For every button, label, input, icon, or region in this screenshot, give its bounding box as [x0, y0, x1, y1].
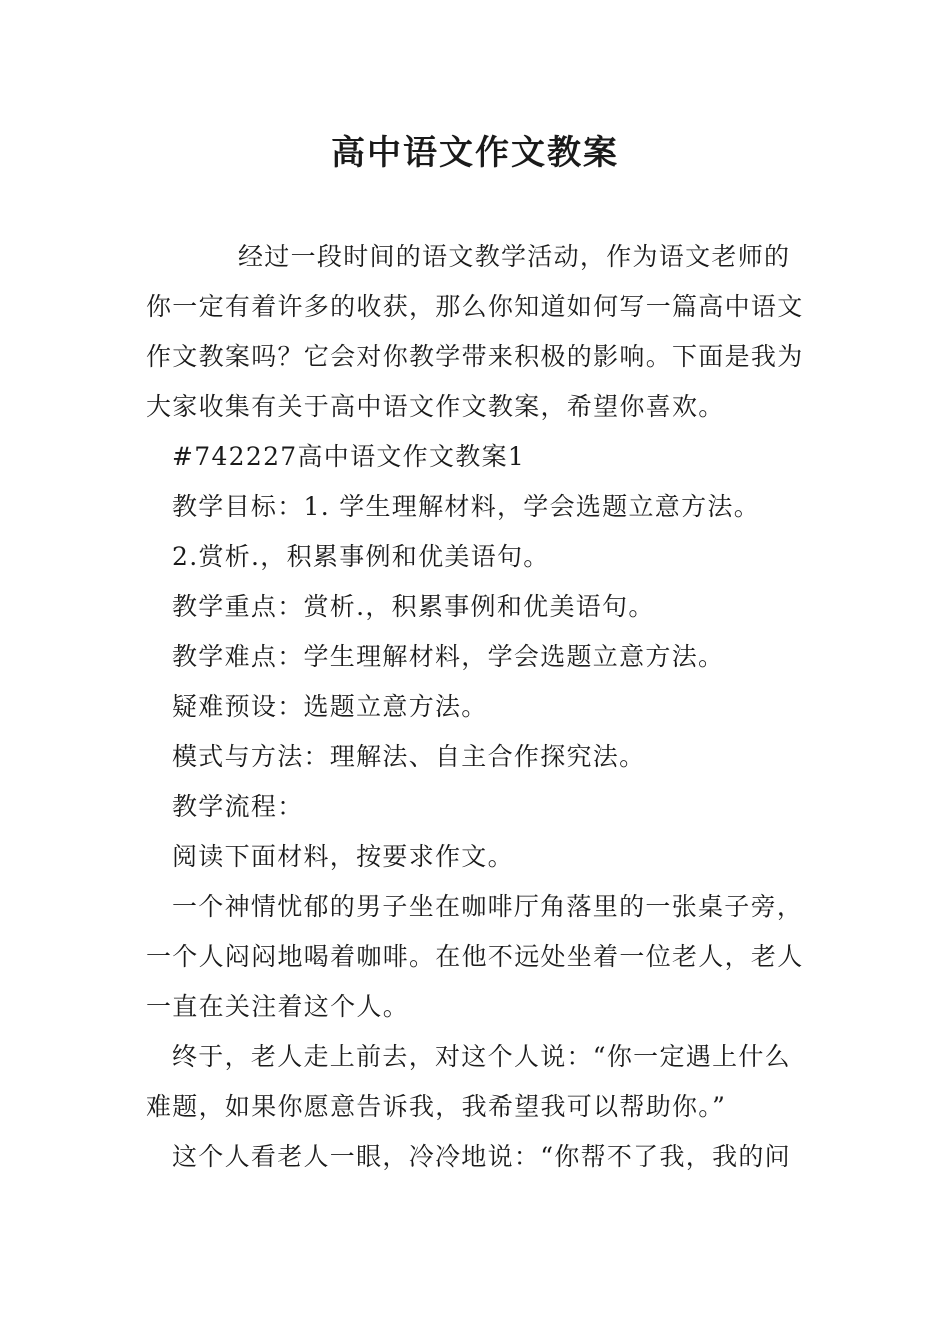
story-paragraph-2: 终于，老人走上前去，对这个人说：“你一定遇上什么难题，如果你愿意告诉我，我希望我可以帮助你。”	[146, 1042, 791, 1121]
teaching-difficulty-line: 教学难点：学生理解材料，学会选题立意方法。	[172, 642, 725, 671]
teaching-process-label: 教学流程：	[172, 792, 304, 821]
mode-method-line: 模式与方法：理解法、自主合作探究法。	[172, 742, 646, 771]
reading-instruction: 阅读下面材料，按要求作文。	[172, 842, 514, 871]
teaching-goal-line-2: 2.赏析.，积累事例和优美语句。	[172, 542, 550, 571]
intro-paragraph: 经过一段时间的语文教学活动，作为语文老师的你一定有着许多的收获，那么你知道如何写一篇高中语文作文教案吗？它会对你教学带来积极的影响。下面是我为大家收集有关于高中语文作文教案，希望你喜欢。	[146, 242, 804, 421]
story-paragraph-1: 一个神情忧郁的男子坐在咖啡厅角落里的一张桌子旁，一个人闷闷地喝着咖啡。在他不远处坐着一位老人，老人一直在关注着这个人。	[146, 892, 804, 1021]
section-heading: #742227高中语文作文教案1	[172, 442, 526, 471]
difficulty-preset-line: 疑难预设：选题立意方法。	[172, 692, 488, 721]
document-body	[146, 232, 806, 1182]
story-paragraph-3: 这个人看老人一眼，冷冷地说：“你帮不了我，我的问	[172, 1142, 791, 1171]
document-title: 高中语文作文教案	[331, 133, 619, 173]
teaching-goal-line: 教学目标：1. 学生理解材料，学会选题立意方法。	[172, 492, 761, 521]
teaching-focus-line: 教学重点：赏析.，积累事例和优美语句。	[172, 592, 655, 621]
